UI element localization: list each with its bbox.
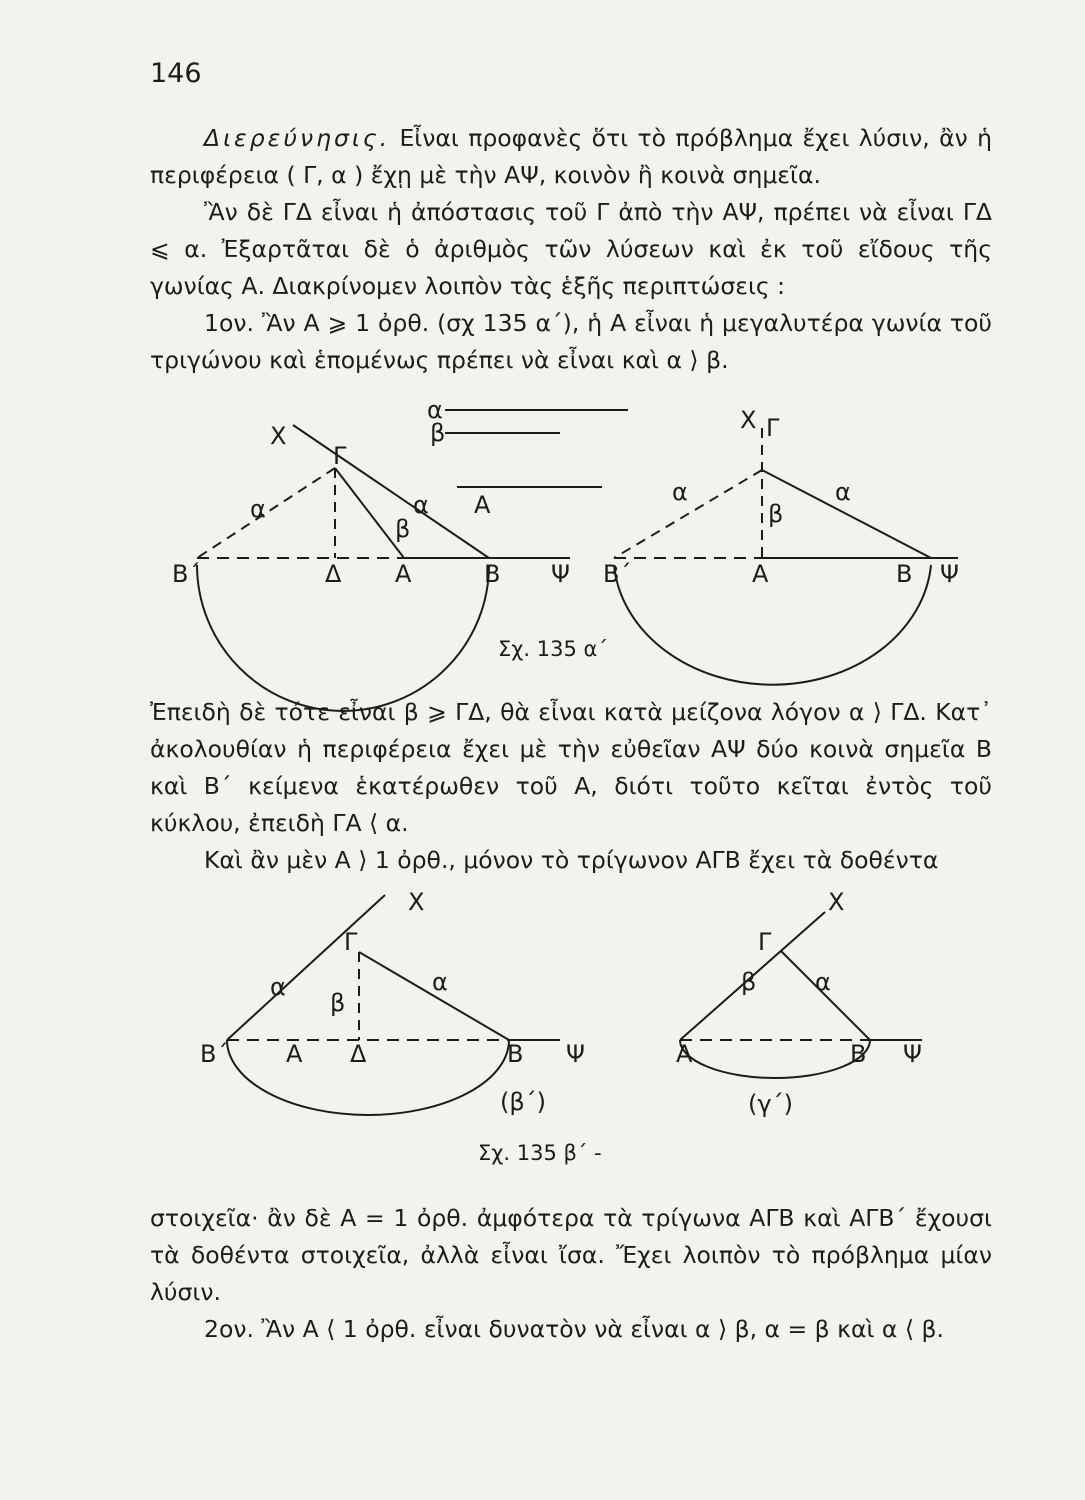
label-psi-gamma: Ψ <box>903 1040 922 1068</box>
label-seg-beta: β <box>430 419 446 447</box>
label-fig-gamma: (γ΄) <box>748 1090 793 1118</box>
label-x-left: Χ <box>270 422 287 450</box>
paragraph-right-angle: στοιχεῖα· ἂν δὲ Α = 1 ὀρθ. ἀμφότερα τὰ τρίγωνα ΑΓΒ καὶ ΑΓΒ΄ ἔχουσι τὰ δοθέντα στοιχεῖα, ἀλλὰ εἶναι ἴσα. Ἔχει λοιπὸν τὸ πρόβλημα μίαν λύσιν. <box>150 1204 992 1306</box>
label-x-beta: Χ <box>408 888 425 916</box>
label-psi-right: Ψ <box>940 560 959 588</box>
arc-gamma <box>680 1040 870 1078</box>
label-x-gamma: Χ <box>828 888 845 916</box>
label-b-right: Β <box>896 560 913 588</box>
label-beta-beta: β <box>330 989 346 1017</box>
label-alpha-right-1: α <box>672 478 688 506</box>
arc-beta <box>227 1040 509 1115</box>
label-alpha-beta-2: α <box>432 968 448 996</box>
paragraph-case-1: 1ον. Ἂν Α ⩾ 1 ὀρθ. (σχ 135 α΄), ἡ Α εἶναι ἡ μεγαλυτέρα γωνία τοῦ τριγώνου καὶ ἑπομένως πρέπει νὰ εἶναι καὶ α ⟩ β. <box>150 309 992 374</box>
section-heading: Διερεύνησις. <box>204 124 391 152</box>
line-x-b1-beta <box>227 895 385 1040</box>
label-a-left: Α <box>395 560 412 588</box>
label-x-right: Χ <box>740 406 757 434</box>
label-alpha-left-2: α <box>413 491 429 519</box>
paragraph-case-2: 2ον. Ἂν Α ⟨ 1 ὀρθ. εἶναι δυνατὸν νὰ εἶναι α ⟩ β, α = β καὶ α ⟨ β. <box>204 1315 944 1343</box>
label-b-left: Β <box>484 560 501 588</box>
label-alpha-gamma: α <box>815 968 831 996</box>
text-block-bottom <box>150 1200 992 1348</box>
label-b1-beta: Β΄ <box>200 1040 229 1068</box>
label-b1-left: Β΄ <box>172 560 201 588</box>
paragraph-consequence: Ἐπειδὴ δὲ τότε εἶναι β ⩾ ΓΔ, θὰ εἶναι κατὰ μείζονα λόγον α ⟩ ΓΔ. Κατ᾽ ἀκολουθίαν ἡ περιφέρεια ἔχει μὲ τὴν εὐθεῖαν ΑΨ δύο κοινὰ σημεῖα Β καὶ Β΄ κείμενα ἑκατέρωθεν τοῦ Α, διότι τοῦτο κεῖται ἐντὸς τοῦ κύκλου, ἐπειδὴ ΓΑ ⟨ α. <box>150 698 992 837</box>
label-b-gamma: Β <box>850 1040 867 1068</box>
label-a-right: Α <box>752 560 769 588</box>
line-g-b-beta <box>359 952 509 1040</box>
label-a2-left: Α <box>474 491 491 519</box>
label-psi-beta: Ψ <box>566 1040 585 1068</box>
label-b1-right: Β΄ <box>603 560 632 588</box>
label-alpha-beta-1: α <box>270 973 286 1001</box>
label-d-left: Δ <box>325 560 342 588</box>
page-number: 146 <box>150 58 202 89</box>
label-a-beta: Α <box>286 1040 303 1068</box>
paragraph-case-obtuse: Καὶ ἂν μὲν Α ⟩ 1 ὀρθ., μόνον τὸ τρίγωνον ΑΓΒ ἔχει τὰ δοθέντα <box>204 846 939 874</box>
label-psi-left: Ψ <box>551 560 570 588</box>
label-g-right: Γ <box>766 414 780 442</box>
paragraph-text: Εἶναι προφανὲς ὅτι τὸ πρόβλημα ἔχει λύσιν, ἂν ἡ περιφέρεια ( Γ, α ) ἔχῃ μὲ τὴν ΑΨ, κοινὸν ἢ κοινὰ σημεῖα. <box>150 124 992 189</box>
label-alpha-right-2: α <box>835 478 851 506</box>
caption-fig-135-a: Σχ. 135 α΄ <box>498 637 608 661</box>
label-beta-right: β <box>768 500 784 528</box>
label-b-beta: Β <box>507 1040 524 1068</box>
label-a-gamma: Α <box>676 1040 693 1068</box>
label-seg-alpha: α <box>427 396 443 424</box>
label-alpha-left-1: α <box>250 495 266 523</box>
label-g-beta: Γ <box>344 928 358 956</box>
caption-fig-135-b: Σχ. 135 β΄ - <box>478 1141 602 1165</box>
label-d-beta: Δ <box>350 1040 367 1068</box>
paragraph-distance: Ἂν δὲ ΓΔ εἶναι ἡ ἀπόστασις τοῦ Γ ἀπὸ τὴν ΑΨ, πρέπει νὰ εἶναι ΓΔ ⩽ α. Ἐξαρτᾶται δὲ ὁ ἀριθμὸς τῶν λύσεων καὶ ἐκ τοῦ εἴδους τῆς γωνίας Α. Διακρίνομεν λοιπὸν τὰς ἑξῆς περιπτώσεις : <box>150 198 992 300</box>
label-g-gamma: Γ <box>758 928 772 956</box>
label-g-left: Γ <box>333 442 347 470</box>
label-fig-beta: (β΄) <box>500 1088 547 1116</box>
label-beta-gamma: β <box>741 968 757 996</box>
label-beta-left: β <box>395 515 411 543</box>
